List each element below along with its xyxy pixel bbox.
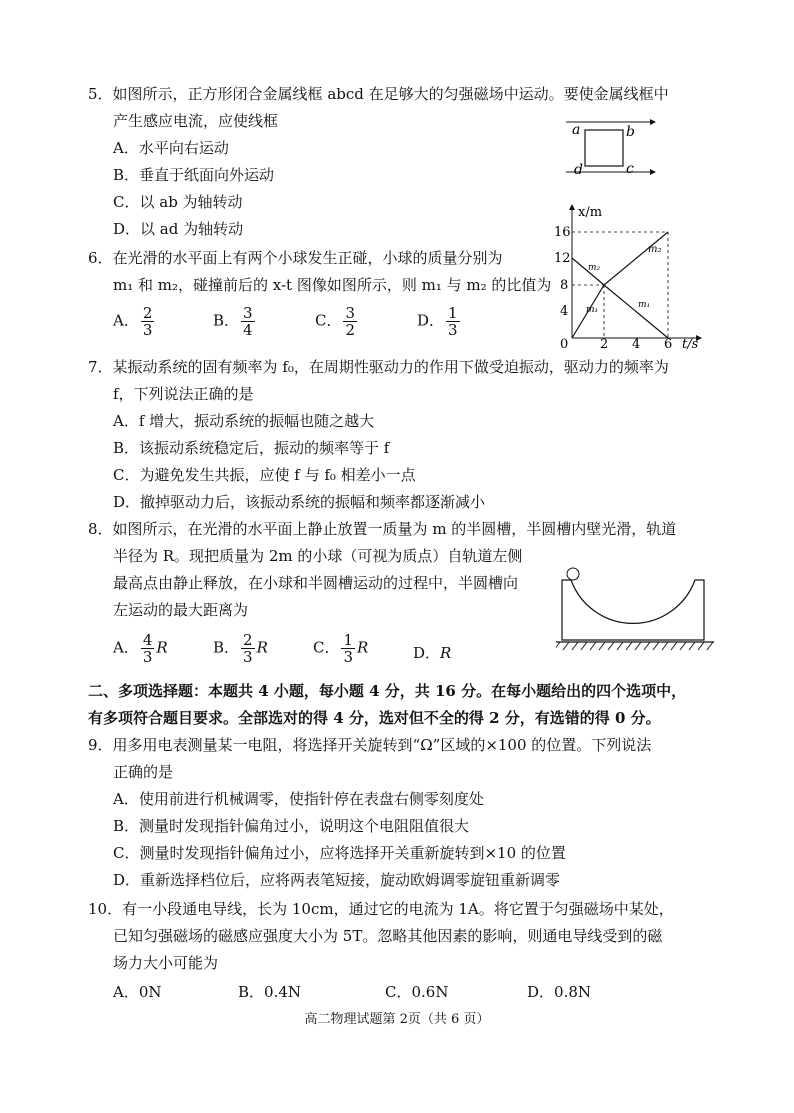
graph-label-m1-after: m₁ xyxy=(638,300,651,310)
section2-heading-line2: 有多项符合题目要求。全部选对的得 4 分，选对但不全的得 2 分，有选错的得 0 分。 xyxy=(88,709,661,727)
q10-option-b: B．0.4N xyxy=(238,983,302,1001)
graph-ytick-12: 12 xyxy=(554,251,571,266)
q5-fig-label-b: b xyxy=(626,124,635,140)
q6-option-b: B． $\frac{3}{4}$ xyxy=(213,304,253,339)
q6-xt-graph xyxy=(550,200,710,350)
q7-stem-line1: 7．某振动系统的固有频率为 f₀，在周期性驱动力的作用下做受迫振动，驱动力的频率为 xyxy=(88,358,669,376)
graph-ytick-16: 16 xyxy=(554,225,571,240)
q5-stem-line1: 5．如图所示，正方形闭合金属线框 abcd 在足够大的匀强磁场中运动。要使金属线框中 xyxy=(88,85,669,103)
q10-stem-line1: 10．有一小段通电导线，长为 10cm，通过它的电流为 1A。将它置于匀强磁场中某处， xyxy=(88,900,674,918)
q5-option-b: B．垂直于纸面向外运动 xyxy=(113,166,275,184)
q8-option-b: B． $\frac{2}{3}$ R xyxy=(213,631,268,666)
q8-stem-line3: 最高点由静止释放，在小球和半圆槽运动的过程中，半圆槽向 xyxy=(113,574,519,592)
graph-m1-after xyxy=(604,285,668,338)
q10-option-a: A．0N xyxy=(113,983,162,1001)
q5-fig-label-d: d xyxy=(574,162,583,178)
graph-ytick-8: 8 xyxy=(560,278,569,293)
graph-m2-after xyxy=(604,232,668,285)
q5-option-a: A．水平向右运动 xyxy=(113,139,229,157)
q10-option-d: D．0.8N xyxy=(527,983,592,1001)
q6-option-a: A． $\frac{2}{3}$ xyxy=(113,304,153,339)
q8-half-pipe-figure xyxy=(556,562,716,660)
q6-stem-line2: m₁ 和 m₂，碰撞前后的 x-t 图像如图所示，则 m₁ 与 m₂ 的比值为 xyxy=(113,276,552,294)
graph-label-m2-after: m₂ xyxy=(648,244,662,255)
ball xyxy=(567,568,579,580)
q8-option-d: D．R xyxy=(413,644,452,662)
graph-xtick-6: 6 xyxy=(664,337,673,350)
q8-stem-line1: 8．如图所示，在光滑的水平面上静止放置一质量为 m 的半圆槽，半圆槽内壁光滑，轨道 xyxy=(88,520,677,538)
graph-label-m2-before: m₂ xyxy=(588,263,601,273)
q6-stem-line1: 6．在光滑的水平面上有两个小球发生正碰，小球的质量分别为 xyxy=(88,249,503,267)
q5-figure xyxy=(560,112,660,180)
graph-ylabel: x/m xyxy=(578,205,603,220)
q5-stem-line2: 产生感应电流，应使线框 xyxy=(113,112,279,130)
section2-heading-line1: 二、多项选择题：本题共 4 小题，每小题 4 分，共 16 分。在每小题给出的四个选项中， xyxy=(88,682,687,700)
q10-stem-line2: 已知匀强磁场的磁感应强度大小为 5T。忽略其他因素的影响，则通电导线受到的磁 xyxy=(113,927,663,945)
q9-option-a: A．使用前进行机械调零，使指针停在表盘右侧零刻度处 xyxy=(113,790,484,808)
graph-xlabel: t/s xyxy=(682,337,699,350)
q8-option-a: A． $\frac{4}{3}$ R xyxy=(113,631,168,666)
graph-label-m1-before: m₁ xyxy=(586,305,599,315)
q9-option-d: D．重新选择档位后，应将两表笔短接，旋动欧姆调零旋钮重新调零 xyxy=(113,871,561,889)
q8-stem-line4: 左运动的最大距离为 xyxy=(113,601,249,619)
q5-fig-label-c: c xyxy=(626,161,634,177)
q7-option-b: B．该振动系统稳定后，振动的频率等于 f xyxy=(113,439,390,457)
q9-stem-line2: 正确的是 xyxy=(113,763,174,781)
q9-stem-line1: 9．用多用电表测量某一电阻，将选择开关旋转到“Ω”区域的×100 的位置。下列说法 xyxy=(88,736,652,754)
graph-ytick-0: 0 xyxy=(560,337,569,350)
q6-option-c: C． $\frac{3}{2}$ xyxy=(315,304,356,339)
q10-stem-line3: 场力大小可能为 xyxy=(113,954,219,972)
q7-stem-line2: f，下列说法正确的是 xyxy=(113,385,254,403)
graph-xtick-4: 4 xyxy=(632,337,641,350)
q7-option-a: A．f 增大，振动系统的振幅也随之越大 xyxy=(113,412,375,430)
q5-option-c: C．以 ab 为轴转动 xyxy=(113,193,243,211)
q6-option-d: D． $\frac{1}{3}$ xyxy=(417,304,458,339)
q5-fig-label-a: a xyxy=(572,122,581,138)
graph-xtick-2: 2 xyxy=(600,337,609,350)
q9-option-b: B．测量时发现指针偏角过小，说明这个电阻阻值很大 xyxy=(113,817,470,835)
q5-option-d: D．以 ad 为轴转动 xyxy=(113,220,244,238)
graph-ytick-4: 4 xyxy=(560,304,569,319)
q9-option-c: C．测量时发现指针偏角过小，应将选择开关重新旋转到×10 的位置 xyxy=(113,844,566,862)
q8-stem-line2: 半径为 R。现把质量为 2m 的小球（可视为质点）自轨道左侧 xyxy=(113,547,523,565)
q8-option-c: C． $\frac{1}{3}$ R xyxy=(313,631,369,666)
page-footer: 高二物理试题第 2页（共 6 页） xyxy=(304,1012,490,1027)
q10-option-c: C．0.6N xyxy=(385,983,449,1001)
q7-option-c: C．为避免发生共振，应使 f 与 f₀ 相差小一点 xyxy=(113,466,416,484)
q7-option-d: D．撤掉驱动力后，该振动系统的振幅和频率都逐渐减小 xyxy=(113,493,486,511)
